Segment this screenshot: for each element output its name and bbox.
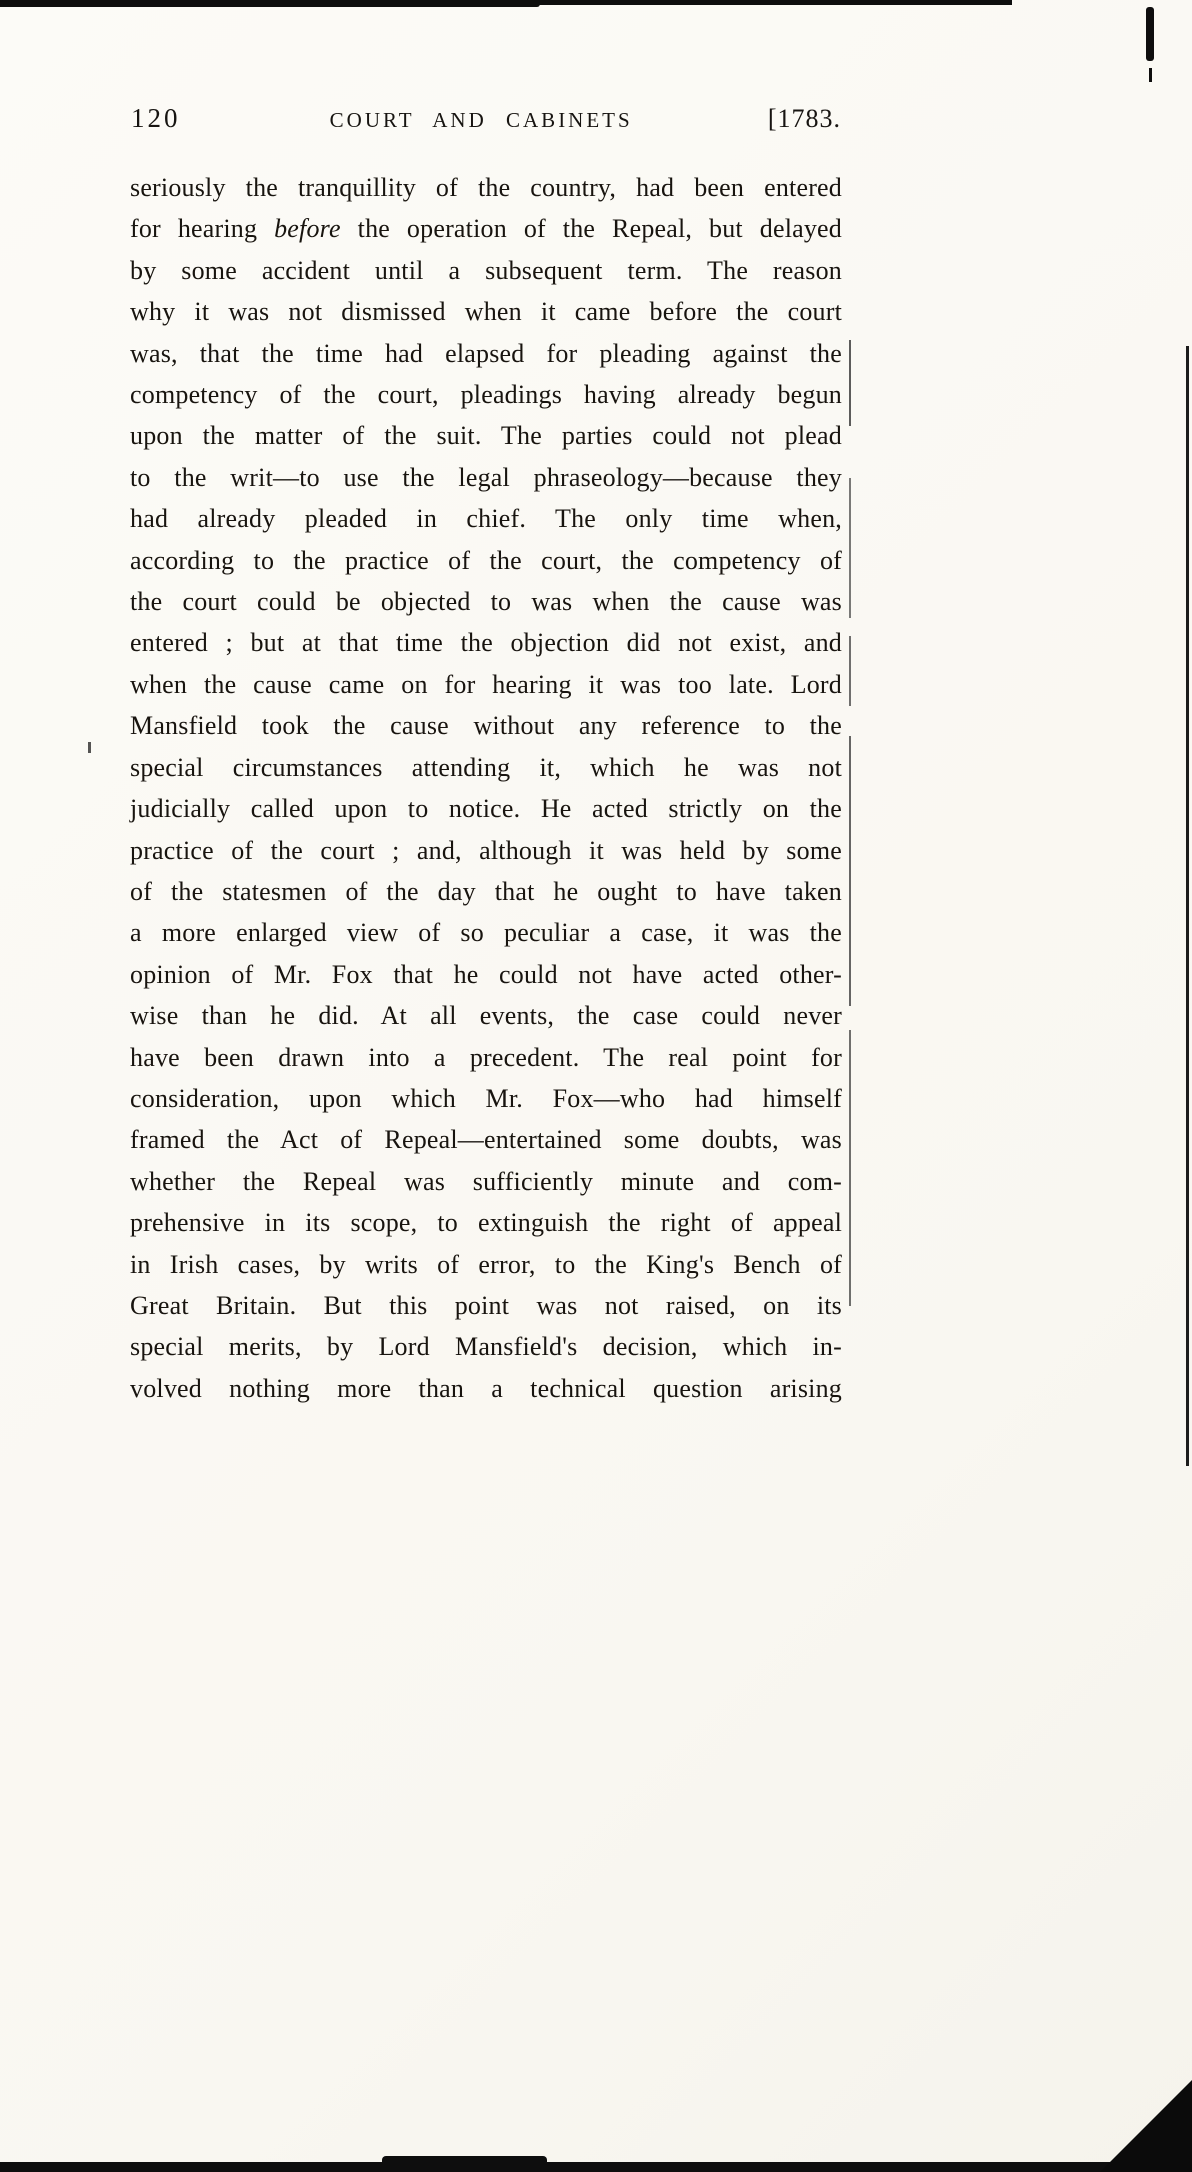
text-line: to the writ—to use the legal phraseology—because they <box>130 462 842 492</box>
scan-artifact-left-mark <box>88 742 91 753</box>
text-line: seriously the tranquillity of the country, had been entered <box>130 173 842 202</box>
text-line: framed the Act of Repeal—entertained some doubts, was <box>130 1125 842 1155</box>
text-line: prehensive in its scope, to extinguish the right of appeal <box>130 1208 842 1238</box>
text-line: by some accident until a subsequent term. The reason <box>130 255 842 285</box>
text-line: whether the Repeal was sufficiently minute and com- <box>130 1166 842 1196</box>
scan-artifact-right-edge-line <box>1186 346 1189 1466</box>
text-line: a more enlarged view of so peculiar a case, it was the <box>130 918 842 948</box>
text-line: have been drawn into a precedent. The real point for <box>130 1042 842 1072</box>
running-header <box>131 103 841 134</box>
text-run-italic: before <box>274 214 341 244</box>
text-line: in Irish cases, by writs of error, to the King's Bench of <box>130 1249 842 1279</box>
text-line: upon the matter of the suit. The parties could not plead <box>130 421 842 451</box>
page-number: 120 <box>131 103 181 133</box>
text-line: competency of the court, pleadings having already begun <box>130 380 842 410</box>
text-line: practice of the court ; and, although it was held by some <box>130 835 842 865</box>
text-run: the operation of the Repeal, but delayed <box>340 214 842 244</box>
scan-artifact-top-strip-left <box>0 0 540 7</box>
scan-artifact-hairline <box>849 736 851 1006</box>
text-line: why it was not dismissed when it came before the court <box>130 297 842 327</box>
text-line: when the cause came on for hearing it was too late. Lord <box>130 669 842 699</box>
text-line: consideration, upon which Mr. Fox—who had himself <box>130 1083 842 1113</box>
text-run: for hearing <box>130 214 275 244</box>
text-line: opinion of Mr. Fox that he could not have acted other- <box>130 959 842 989</box>
scan-artifact-hairline <box>849 478 851 618</box>
text-line: special merits, by Lord Mansfield's decision, which in- <box>130 1332 842 1362</box>
text-line: the court could be objected to was when the cause was <box>130 587 842 617</box>
text-line: of the statesmen of the day that he ought to have taken <box>130 876 842 906</box>
text-line: was, that the time had elapsed for pleading against the <box>130 338 842 368</box>
running-header-title: COURT AND CABINETS <box>329 108 633 132</box>
scan-artifact-top-right-dot <box>1149 68 1152 82</box>
scan-artifact-corner-triangle <box>1100 2080 1192 2172</box>
text-line: Mansfield took the cause without any reference to the <box>130 711 842 741</box>
text-line: had already pleaded in chief. The only time when, <box>130 504 842 534</box>
text-line: entered ; but at that time the objection did not exist, and <box>130 628 842 658</box>
text-line: Great Britain. But this point was not raised, on its <box>130 1290 842 1320</box>
text-line: wise than he did. At all events, the case could never <box>130 1001 842 1031</box>
scan-artifact-hairline <box>849 340 851 426</box>
text-line: judicially called upon to notice. He acted strictly on the <box>130 794 842 824</box>
scan-artifact-top-right-mark <box>1146 7 1154 61</box>
text-line: according to the practice of the court, the competency of <box>130 545 842 575</box>
folio-year: [1783. <box>767 104 841 133</box>
text-line: volved nothing more than a technical question arising <box>130 1373 842 1403</box>
scan-artifact-hairline <box>849 1030 851 1306</box>
scan-artifact-bottom-bar <box>0 2162 1192 2172</box>
body-text <box>130 167 842 1409</box>
text-line: special circumstances attending it, which he was not <box>130 752 842 782</box>
text-line <box>130 208 842 249</box>
scan-artifact-hairline <box>849 636 851 706</box>
scan-artifact-bottom-bump <box>382 2156 547 2172</box>
